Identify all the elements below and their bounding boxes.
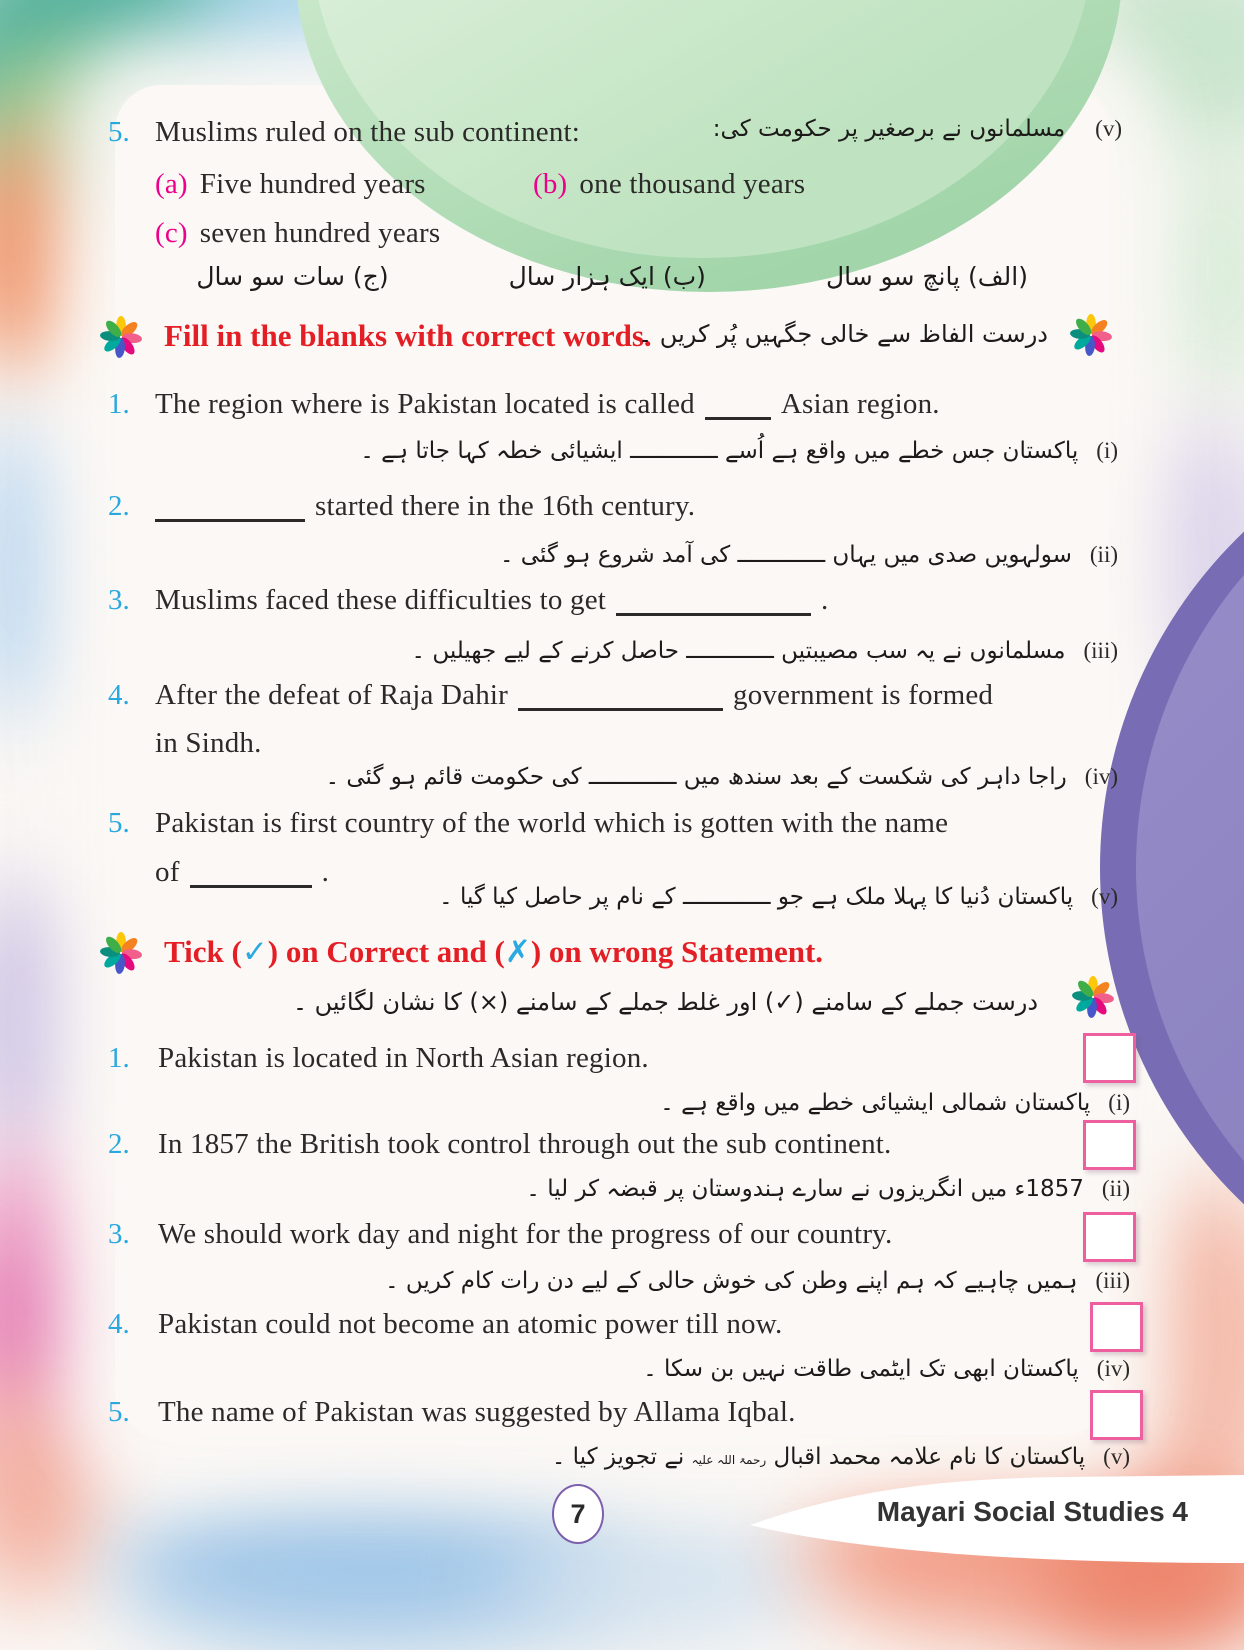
tf-2-number: 2. [108, 1128, 130, 1160]
flower-icon [100, 932, 142, 974]
fib-5-number: 5. [108, 807, 130, 839]
fill-blanks-heading-urdu-row [638, 320, 1048, 348]
check-icon: ✓ [241, 934, 268, 970]
tf-1-urdu-row [660, 1090, 1130, 1116]
tf-4-checkbox[interactable] [1090, 1302, 1143, 1352]
tf-5-urdu-a: پاکستان کا نام علامہ محمد اقبال [773, 1444, 1086, 1470]
mcq-urdu-options-row [196, 262, 1028, 291]
fib-4-urdu: راجا داہر کی شکست کے بعد سندھ میں ـــــــــــــ کی حکومت قائم ہو گئی ۔ [325, 764, 1067, 790]
fib-5-blank[interactable] [190, 883, 312, 888]
fib-3-marker: (iii) [1083, 638, 1118, 663]
tf-1-number: 1. [108, 1042, 130, 1074]
fib-2-urdu: سولہویں صدی میں یہاں ـــــــــــــ کی آمد شروع ہو گئی ۔ [500, 542, 1072, 568]
fib-5-marker: (v) [1091, 884, 1118, 909]
tf-2-text: In 1857 the British took control through out the sub continent. [158, 1128, 892, 1160]
flower-icon [1070, 314, 1112, 356]
tf-2-checkbox[interactable] [1083, 1120, 1136, 1170]
fib-1-blank[interactable] [705, 415, 771, 420]
fib-5-line2 [155, 856, 329, 889]
option-b-letter: (b) [533, 168, 568, 200]
fib-1-marker: (i) [1096, 438, 1118, 463]
fib-5-before: of [155, 856, 180, 888]
fib-1-line [155, 388, 940, 421]
fib-2-number: 2. [108, 490, 130, 522]
fib-5-after: . [321, 856, 330, 888]
option-a-letter: (a) [155, 168, 188, 200]
fib-3-after: . [821, 584, 829, 616]
tf-2-urdu: 1857ء میں انگریزوں نے سارے ہندوستان پر قبضہ کر لیا ۔ [526, 1176, 1084, 1202]
mcq-urdu-row [713, 116, 1122, 142]
fib-5-urdu-row [439, 884, 1118, 910]
tf-5-checkbox[interactable] [1090, 1390, 1143, 1440]
fib-2-urdu-row [500, 542, 1118, 568]
mcq-number: 5. [108, 116, 130, 148]
mcq-marker: (v) [1095, 116, 1122, 141]
cross-icon: ✗ [504, 934, 531, 970]
fib-2-blank[interactable] [155, 517, 305, 522]
fib-4-line1 [155, 679, 993, 712]
tick-heading-urdu-row [293, 988, 1038, 1016]
mcq-option-b[interactable] [533, 168, 805, 201]
fib-3-urdu: مسلمانوں نے یہ سب مصیبتیں ـــــــــــــ حاصل کرنے کے لیے جھیلیں ۔ [411, 638, 1066, 664]
tf-4-number: 4. [108, 1308, 130, 1340]
flower-icon [100, 316, 142, 358]
fib-1-after: Asian region. [780, 388, 940, 420]
tf-5-urdu-b: نے تجویز کیا ۔ [551, 1444, 685, 1470]
mcq-urdu-option-c: (ج) سات سو سال [196, 262, 389, 291]
option-b-text: one thousand years [579, 168, 806, 200]
fib-1-number: 1. [108, 388, 130, 420]
fib-2-marker: (ii) [1089, 542, 1118, 567]
fill-blanks-heading-urdu: درست الفاظ سے خالی جگہیں پُر کریں ۔ [638, 320, 1048, 348]
tf-1-marker: (i) [1108, 1090, 1130, 1115]
fib-5-line1: Pakistan is first country of the world which is gotten with the name [155, 807, 949, 839]
fib-1-before: The region where is Pakistan located is called [155, 388, 695, 420]
tf-3-marker: (iii) [1095, 1268, 1130, 1293]
fib-4-urdu-row [326, 764, 1118, 790]
tf-2-urdu-row [526, 1176, 1130, 1202]
tf-3-number: 3. [108, 1218, 130, 1250]
tf-5-marker: (v) [1103, 1444, 1130, 1469]
fib-2-line [155, 490, 695, 523]
tf-1-text: Pakistan is located in North Asian region. [158, 1042, 649, 1074]
option-a-text: Five hundred years [199, 168, 426, 200]
mcq-question: Muslims ruled on the sub continent: [155, 116, 581, 148]
fib-2-after: started there in the 16th century. [315, 490, 696, 522]
watercolor-blue-left [0, 420, 90, 720]
option-c-text: seven hundred years [199, 217, 441, 249]
mcq-option-c[interactable] [155, 217, 440, 250]
option-c-letter: (c) [155, 217, 188, 249]
tf-4-text: Pakistan could not become an atomic power till now. [158, 1308, 783, 1340]
fib-4-before: After the defeat of Raja Dahir [155, 679, 509, 711]
fib-4-after: government is formed [733, 679, 994, 711]
tf-5-number: 5. [108, 1396, 130, 1428]
fib-3-before: Muslims faced these difficulties to get [155, 584, 607, 616]
tf-4-urdu-row [643, 1356, 1130, 1382]
watercolor-lavender-left [0, 880, 110, 1160]
tf-1-urdu: پاکستان شمالی ایشیائی خطے میں واقع ہے ۔ [660, 1090, 1091, 1116]
fib-4-line2: in Sindh. [155, 727, 262, 759]
tf-4-marker: (iv) [1096, 1356, 1130, 1381]
tf-2-marker: (ii) [1101, 1176, 1130, 1201]
tick-heading-urdu: درست جملے کے سامنے (✓) اور غلط جملے کے سامنے (×) کا نشان لگائیں ۔ [292, 988, 1038, 1016]
tf-3-urdu-row [385, 1268, 1130, 1294]
tick-heading-part1: Tick ( [164, 934, 242, 969]
mcq-urdu-option-b: (ب) ایک ہزار سال [508, 262, 706, 291]
fib-3-line [155, 584, 828, 617]
tf-4-urdu: پاکستان ابھی تک ایٹمی طاقت نہیں بن سکا ۔ [643, 1356, 1079, 1382]
tf-1-checkbox[interactable] [1083, 1033, 1136, 1083]
fib-4-blank[interactable] [518, 706, 723, 711]
tick-heading-part3: ) on wrong Statement. [530, 934, 824, 969]
tf-3-urdu: ہمیں چاہیے کہ ہم اپنے وطن کی خوش حالی کے لیے دن رات کام کریں ۔ [385, 1268, 1078, 1294]
tf-5-honorific: رحمۃ اللہ علیہ [691, 1453, 767, 1467]
book-title: Mayari Social Studies 4 [876, 1496, 1188, 1527]
tick-heading [164, 934, 823, 970]
mcq-option-a[interactable] [155, 168, 426, 201]
page-number-badge [552, 1484, 604, 1544]
fib-3-urdu-row [412, 638, 1118, 664]
watercolor-green-right [1140, 140, 1244, 400]
mcq-urdu-option-a: (الف) پانچ سو سال [825, 262, 1028, 291]
mcq-urdu: مسلمانوں نے برصغیر پر حکومت کی: [712, 116, 1066, 142]
tf-5-text: The name of Pakistan was suggested by Allama Iqbal. [158, 1396, 796, 1428]
fill-blanks-heading: Fill in the blanks with correct words. [164, 318, 652, 353]
fib-5-urdu: پاکستان دُنیا کا پہلا ملک ہے جو ـــــــــــــ کے نام پر حاصل کیا گیا ۔ [439, 884, 1074, 910]
flower-icon [1072, 976, 1114, 1018]
tick-heading-part2: ) on Correct and ( [267, 934, 505, 969]
fib-3-blank[interactable] [616, 611, 811, 616]
fib-4-marker: (iv) [1084, 764, 1118, 789]
tf-3-checkbox[interactable] [1083, 1212, 1136, 1262]
fib-3-number: 3. [108, 584, 130, 616]
page-number: 7 [570, 1498, 586, 1529]
tf-3-text: We should work day and night for the progress of our country. [158, 1218, 893, 1250]
fib-1-urdu-row [360, 438, 1118, 464]
fib-4-number: 4. [108, 679, 130, 711]
fib-1-urdu: پاکستان جس خطے میں واقع ہے اُسے ـــــــــــــ ایشیائی خطہ کہا جاتا ہے ۔ [360, 438, 1079, 464]
